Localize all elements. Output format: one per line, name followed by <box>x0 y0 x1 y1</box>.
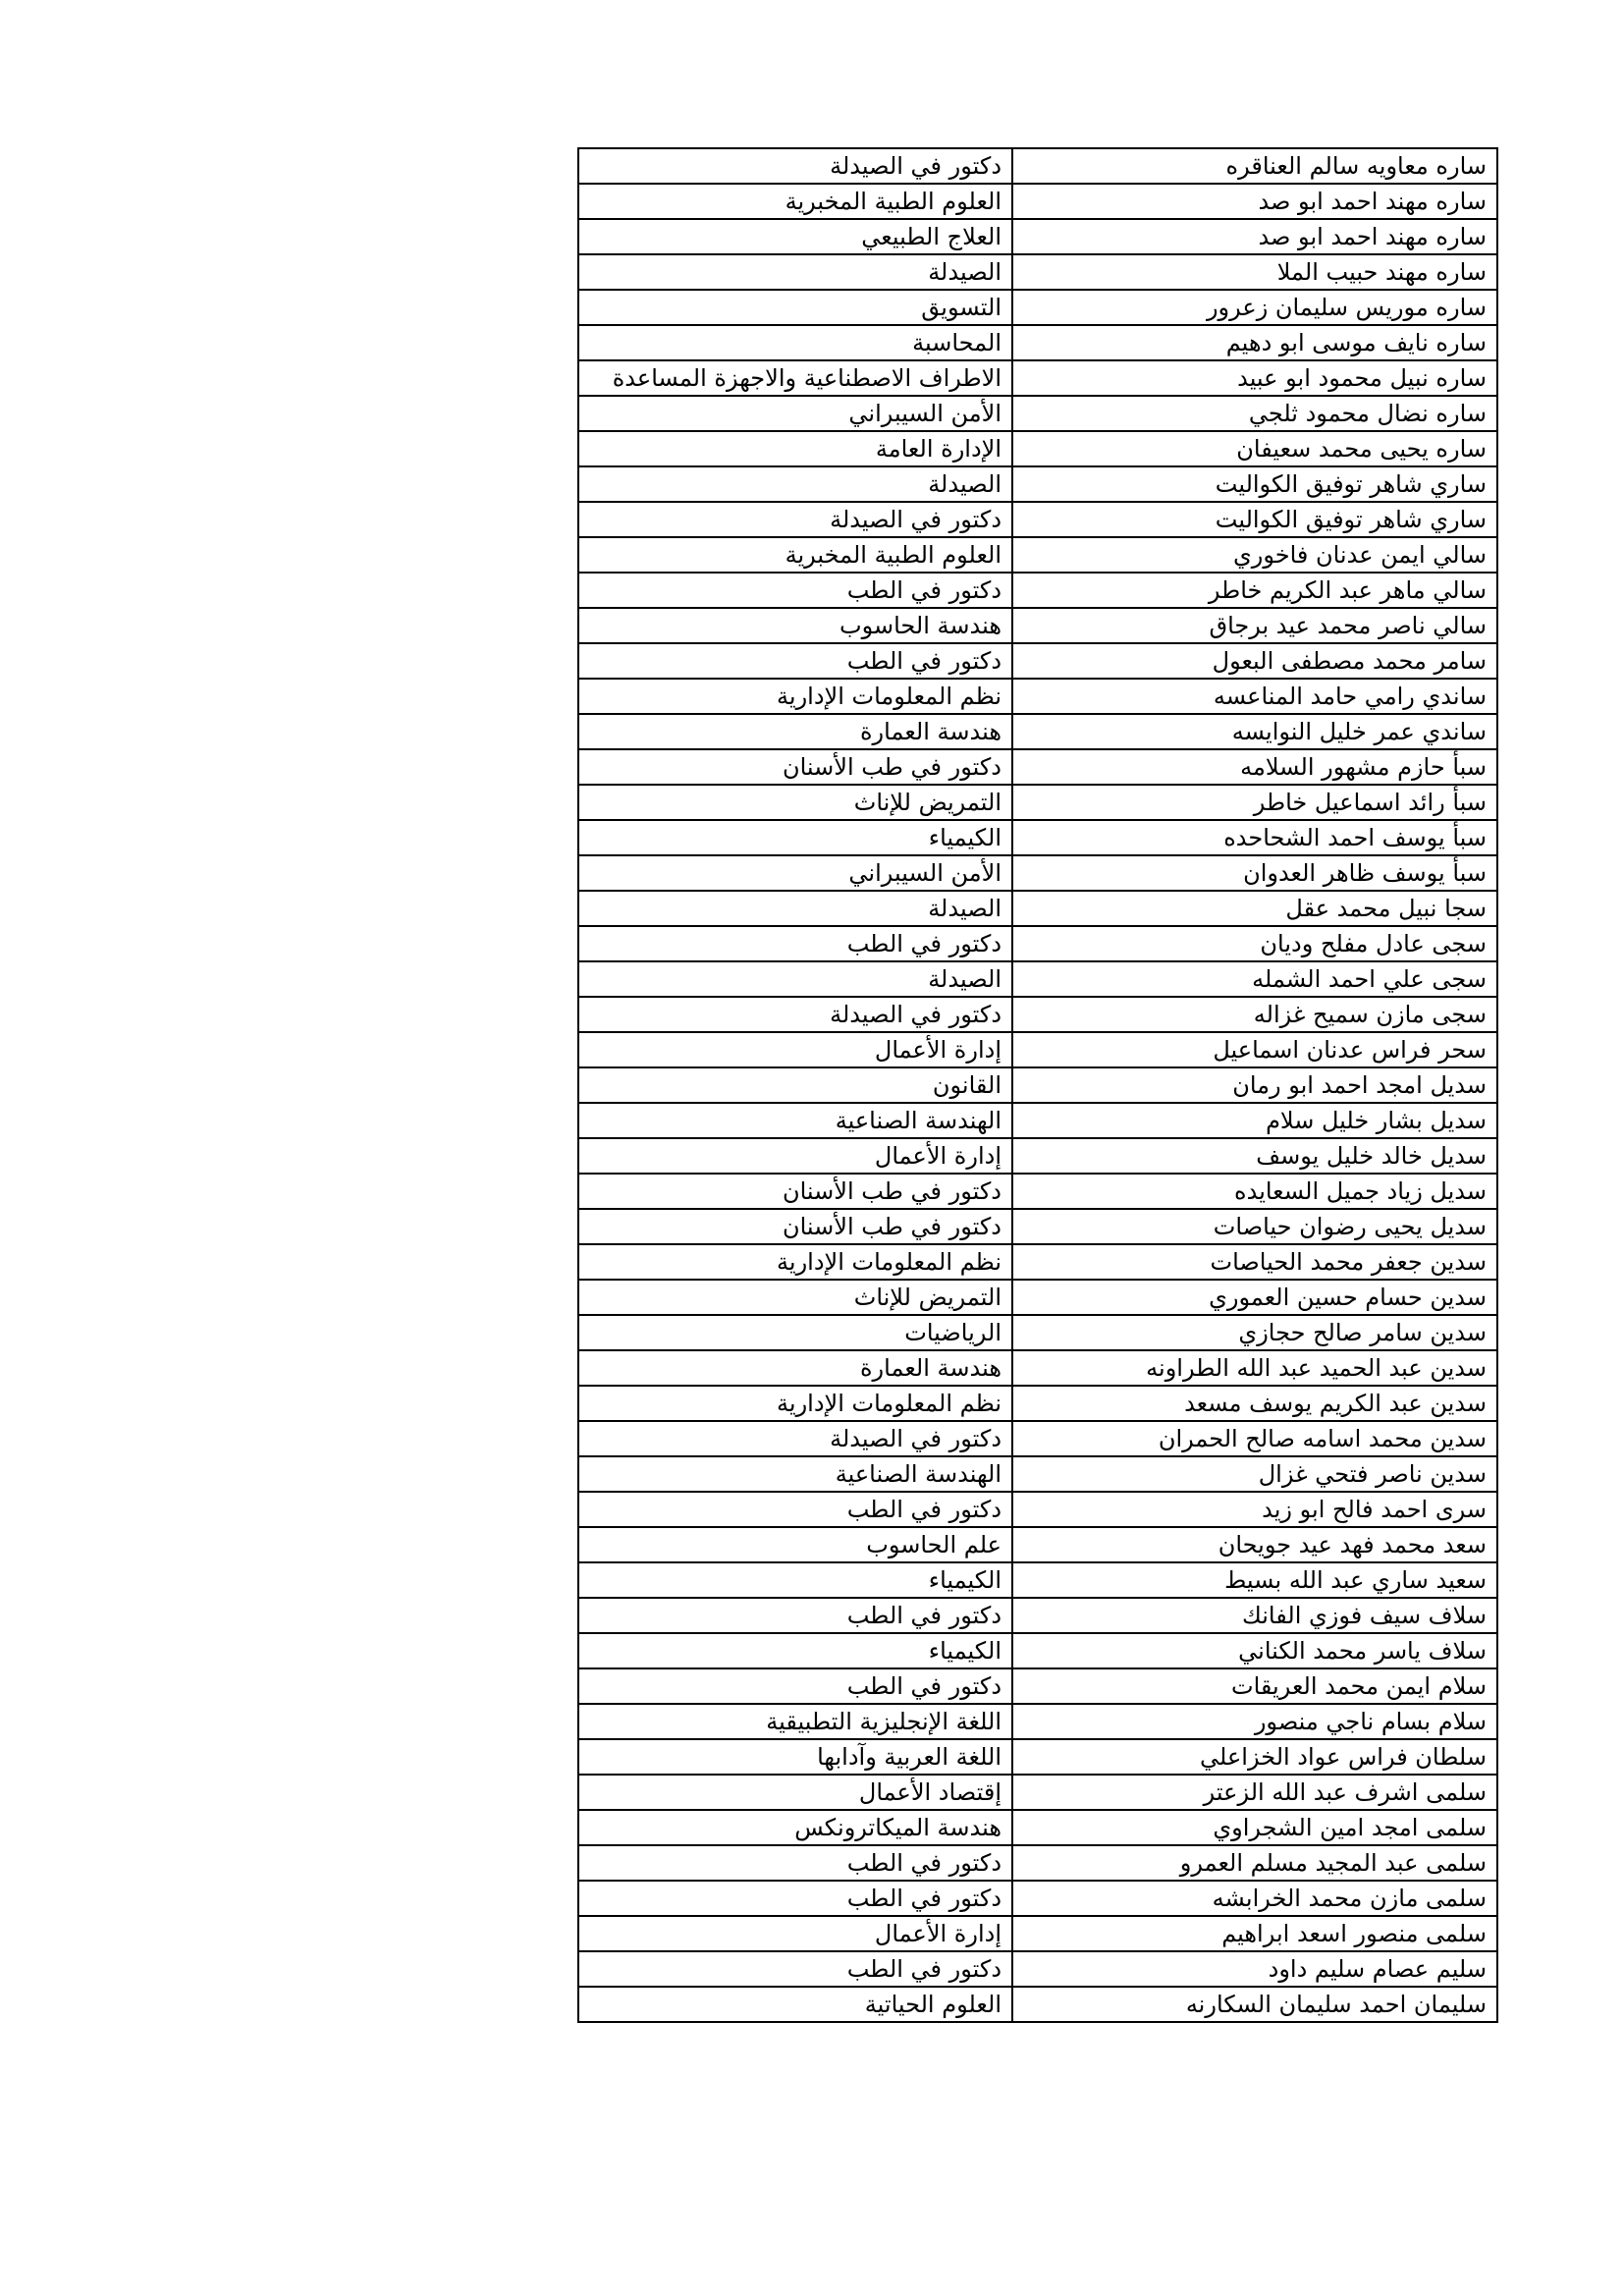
major-cell: هندسة الميكاترونكس <box>578 1810 1012 1845</box>
table-row <box>578 1209 1497 1244</box>
major-cell: دكتور في الطب <box>578 1492 1012 1527</box>
major-cell: التمريض للإناث <box>578 1280 1012 1315</box>
major-cell: العلوم الحياتية <box>578 1987 1012 2022</box>
table-row <box>578 325 1497 360</box>
student-name-cell: سلاف سيف فوزي الفانك <box>1012 1598 1497 1633</box>
major-cell: دكتور في طب الأسنان <box>578 1174 1012 1209</box>
major-cell: إدارة الأعمال <box>578 1032 1012 1067</box>
student-name-cell: سالي ايمن عدنان فاخوري <box>1012 537 1497 573</box>
major-cell: دكتور في الطب <box>578 573 1012 608</box>
major-cell: دكتور في الطب <box>578 1845 1012 1881</box>
student-name-cell: سلطان فراس عواد الخزاعلي <box>1012 1739 1497 1775</box>
table-row <box>578 360 1497 396</box>
student-name-cell: سبأ رائد اسماعيل خاطر <box>1012 785 1497 820</box>
student-name-cell: سرى احمد فالح ابو زيد <box>1012 1492 1497 1527</box>
major-cell: الصيدلة <box>578 891 1012 926</box>
student-name-cell: سديل يحيى رضوان حياصات <box>1012 1209 1497 1244</box>
table-row <box>578 502 1497 537</box>
table-row <box>578 466 1497 502</box>
student-name-cell: سلمى مازن محمد الخرابشه <box>1012 1881 1497 1916</box>
table-row <box>578 1280 1497 1315</box>
student-name-cell: ساره معاويه سالم العناقره <box>1012 148 1497 184</box>
table-row <box>578 219 1497 254</box>
table-row <box>578 820 1497 855</box>
table-row <box>578 1032 1497 1067</box>
table-row <box>578 1951 1497 1987</box>
student-name-cell: سلمى عبد المجيد مسلم العمرو <box>1012 1845 1497 1881</box>
student-name-cell: ساره مهند حبيب الملا <box>1012 254 1497 290</box>
student-name-cell: سدين محمد اسامه صالح الحمران <box>1012 1421 1497 1456</box>
major-cell: الصيدلة <box>578 961 1012 997</box>
table-row <box>578 1421 1497 1456</box>
student-name-cell: سديل خالد خليل يوسف <box>1012 1138 1497 1174</box>
table-row <box>578 1456 1497 1492</box>
table-row <box>578 537 1497 573</box>
student-name-cell: سالي ماهر عبد الكريم خاطر <box>1012 573 1497 608</box>
student-name-cell: سلاف ياسر محمد الكناني <box>1012 1633 1497 1668</box>
student-name-cell: سديل بشار خليل سلام <box>1012 1103 1497 1138</box>
student-name-cell: ساره نايف موسى ابو دهيم <box>1012 325 1497 360</box>
major-cell: إدارة الأعمال <box>578 1138 1012 1174</box>
student-name-cell: سلام ايمن محمد العريقات <box>1012 1668 1497 1704</box>
student-name-cell: سليمان احمد سليمان السكارنه <box>1012 1987 1497 2022</box>
major-cell: الأمن السيبراني <box>578 855 1012 891</box>
major-cell: دكتور في الطب <box>578 1668 1012 1704</box>
table-row <box>578 1386 1497 1421</box>
table-row <box>578 1174 1497 1209</box>
major-cell: التسويق <box>578 290 1012 325</box>
table-row <box>578 254 1497 290</box>
student-name-cell: سلام بسام ناجي منصور <box>1012 1704 1497 1739</box>
table-row <box>578 1775 1497 1810</box>
table-row <box>578 1845 1497 1881</box>
table-row <box>578 997 1497 1032</box>
student-name-cell: ساره نضال محمود ثلجي <box>1012 396 1497 431</box>
student-name-cell: ساره مهند احمد ابو صد <box>1012 184 1497 219</box>
student-name-cell: سدين جعفر محمد الحياصات <box>1012 1244 1497 1280</box>
table-row <box>578 714 1497 749</box>
student-name-cell: سلمى منصور اسعد ابراهيم <box>1012 1916 1497 1951</box>
major-cell: الإدارة العامة <box>578 431 1012 466</box>
student-name-cell: سدين عبد الحميد عبد الله الطراونه <box>1012 1350 1497 1386</box>
student-name-cell: سدين سامر صالح حجازي <box>1012 1315 1497 1350</box>
student-name-cell: سليم عصام سليم داود <box>1012 1951 1497 1987</box>
table-row <box>578 1244 1497 1280</box>
major-cell: دكتور في الطب <box>578 1598 1012 1633</box>
student-name-cell: سجى علي احمد الشمله <box>1012 961 1497 997</box>
major-cell: الهندسة الصناعية <box>578 1103 1012 1138</box>
table-row <box>578 891 1497 926</box>
student-name-cell: سجا نبيل محمد عقل <box>1012 891 1497 926</box>
table-row <box>578 290 1497 325</box>
student-name-cell: سلمى اشرف عبد الله الزعتر <box>1012 1775 1497 1810</box>
major-cell: نظم المعلومات الإدارية <box>578 679 1012 714</box>
major-cell: دكتور في طب الأسنان <box>578 749 1012 785</box>
table-row <box>578 1492 1497 1527</box>
table-row <box>578 1633 1497 1668</box>
table-row <box>578 1138 1497 1174</box>
table-row <box>578 1562 1497 1598</box>
student-name-cell: سدين عبد الكريم يوسف مسعد <box>1012 1386 1497 1421</box>
major-cell: إقتصاد الأعمال <box>578 1775 1012 1810</box>
table-row <box>578 148 1497 184</box>
table-row <box>578 573 1497 608</box>
major-cell: العلوم الطبية المخبرية <box>578 184 1012 219</box>
major-cell: دكتور في الطب <box>578 1951 1012 1987</box>
major-cell: هندسة الحاسوب <box>578 608 1012 643</box>
table-row <box>578 1704 1497 1739</box>
student-name-cell: سدين حسام حسين العموري <box>1012 1280 1497 1315</box>
major-cell: الكيمياء <box>578 1562 1012 1598</box>
student-name-cell: سعد محمد فهد عيد جويحان <box>1012 1527 1497 1562</box>
student-name-cell: سبأ حازم مشهور السلامه <box>1012 749 1497 785</box>
student-name-cell: ساره مهند احمد ابو صد <box>1012 219 1497 254</box>
student-name-cell: سجى مازن سميح غزاله <box>1012 997 1497 1032</box>
major-cell: هندسة العمارة <box>578 714 1012 749</box>
student-name-cell: سعيد ساري عبد الله بسيط <box>1012 1562 1497 1598</box>
student-name-cell: سامر محمد مصطفى البعول <box>1012 643 1497 679</box>
table-row <box>578 1739 1497 1775</box>
major-cell: دكتور في الطب <box>578 926 1012 961</box>
table-row <box>578 679 1497 714</box>
major-cell: اللغة الإنجليزية التطبيقية <box>578 1704 1012 1739</box>
major-cell: الاطراف الاصطناعية والاجهزة المساعدة <box>578 360 1012 396</box>
table-row <box>578 1987 1497 2022</box>
major-cell: إدارة الأعمال <box>578 1916 1012 1951</box>
table-row <box>578 396 1497 431</box>
table-row <box>578 643 1497 679</box>
table-row <box>578 1350 1497 1386</box>
table-row <box>578 785 1497 820</box>
major-cell: دكتور في الطب <box>578 643 1012 679</box>
student-name-cell: سجى عادل مفلح وديان <box>1012 926 1497 961</box>
table-row <box>578 855 1497 891</box>
major-cell: المحاسبة <box>578 325 1012 360</box>
major-cell: دكتور في الصيدلة <box>578 148 1012 184</box>
major-cell: الهندسة الصناعية <box>578 1456 1012 1492</box>
table-row <box>578 1315 1497 1350</box>
student-name-cell: سلمى امجد امين الشجراوي <box>1012 1810 1497 1845</box>
major-cell: العلاج الطبيعي <box>578 219 1012 254</box>
student-name-cell: ساره يحيى محمد سعيفان <box>1012 431 1497 466</box>
student-name-cell: ساري شاهر توفيق الكواليت <box>1012 502 1497 537</box>
student-list-table <box>577 147 1498 2023</box>
major-cell: نظم المعلومات الإدارية <box>578 1244 1012 1280</box>
table-row <box>578 1881 1497 1916</box>
student-name-cell: سدين ناصر فتحي غزال <box>1012 1456 1497 1492</box>
major-cell: الأمن السيبراني <box>578 396 1012 431</box>
student-name-cell: ساري شاهر توفيق الكواليت <box>1012 466 1497 502</box>
major-cell: دكتور في الطب <box>578 1881 1012 1916</box>
table-row <box>578 431 1497 466</box>
major-cell: العلوم الطبية المخبرية <box>578 537 1012 573</box>
table-row <box>578 1916 1497 1951</box>
student-name-cell: ساره نبيل محمود ابو عبيد <box>1012 360 1497 396</box>
major-cell: الكيمياء <box>578 1633 1012 1668</box>
major-cell: الصيدلة <box>578 254 1012 290</box>
major-cell: دكتور في الصيدلة <box>578 1421 1012 1456</box>
table-row <box>578 1598 1497 1633</box>
major-cell: دكتور في الصيدلة <box>578 502 1012 537</box>
table-row <box>578 1810 1497 1845</box>
table-row <box>578 1668 1497 1704</box>
student-name-cell: سديل زياد جميل السعايده <box>1012 1174 1497 1209</box>
table-row <box>578 608 1497 643</box>
table-row <box>578 1527 1497 1562</box>
major-cell: الرياضيات <box>578 1315 1012 1350</box>
student-name-cell: ساندي عمر خليل النوايسه <box>1012 714 1497 749</box>
major-cell: التمريض للإناث <box>578 785 1012 820</box>
table-row <box>578 1067 1497 1103</box>
student-name-cell: سالي ناصر محمد عيد برجاق <box>1012 608 1497 643</box>
major-cell: نظم المعلومات الإدارية <box>578 1386 1012 1421</box>
major-cell: القانون <box>578 1067 1012 1103</box>
table-row <box>578 184 1497 219</box>
student-name-cell: سبأ يوسف ظاهر العدوان <box>1012 855 1497 891</box>
table-row <box>578 1103 1497 1138</box>
major-cell: علم الحاسوب <box>578 1527 1012 1562</box>
major-cell: دكتور في طب الأسنان <box>578 1209 1012 1244</box>
student-name-cell: سحر فراس عدنان اسماعيل <box>1012 1032 1497 1067</box>
student-list-body <box>578 148 1497 2022</box>
table-row <box>578 749 1497 785</box>
student-name-cell: سديل امجد احمد ابو رمان <box>1012 1067 1497 1103</box>
major-cell: الكيمياء <box>578 820 1012 855</box>
major-cell: دكتور في الصيدلة <box>578 997 1012 1032</box>
major-cell: الصيدلة <box>578 466 1012 502</box>
major-cell: هندسة العمارة <box>578 1350 1012 1386</box>
student-name-cell: ساره موريس سليمان زعرور <box>1012 290 1497 325</box>
major-cell: اللغة العربية وآدابها <box>578 1739 1012 1775</box>
table-row <box>578 926 1497 961</box>
table-row <box>578 961 1497 997</box>
student-name-cell: سبأ يوسف احمد الشحاحده <box>1012 820 1497 855</box>
student-name-cell: ساندي رامي حامد المناعسه <box>1012 679 1497 714</box>
